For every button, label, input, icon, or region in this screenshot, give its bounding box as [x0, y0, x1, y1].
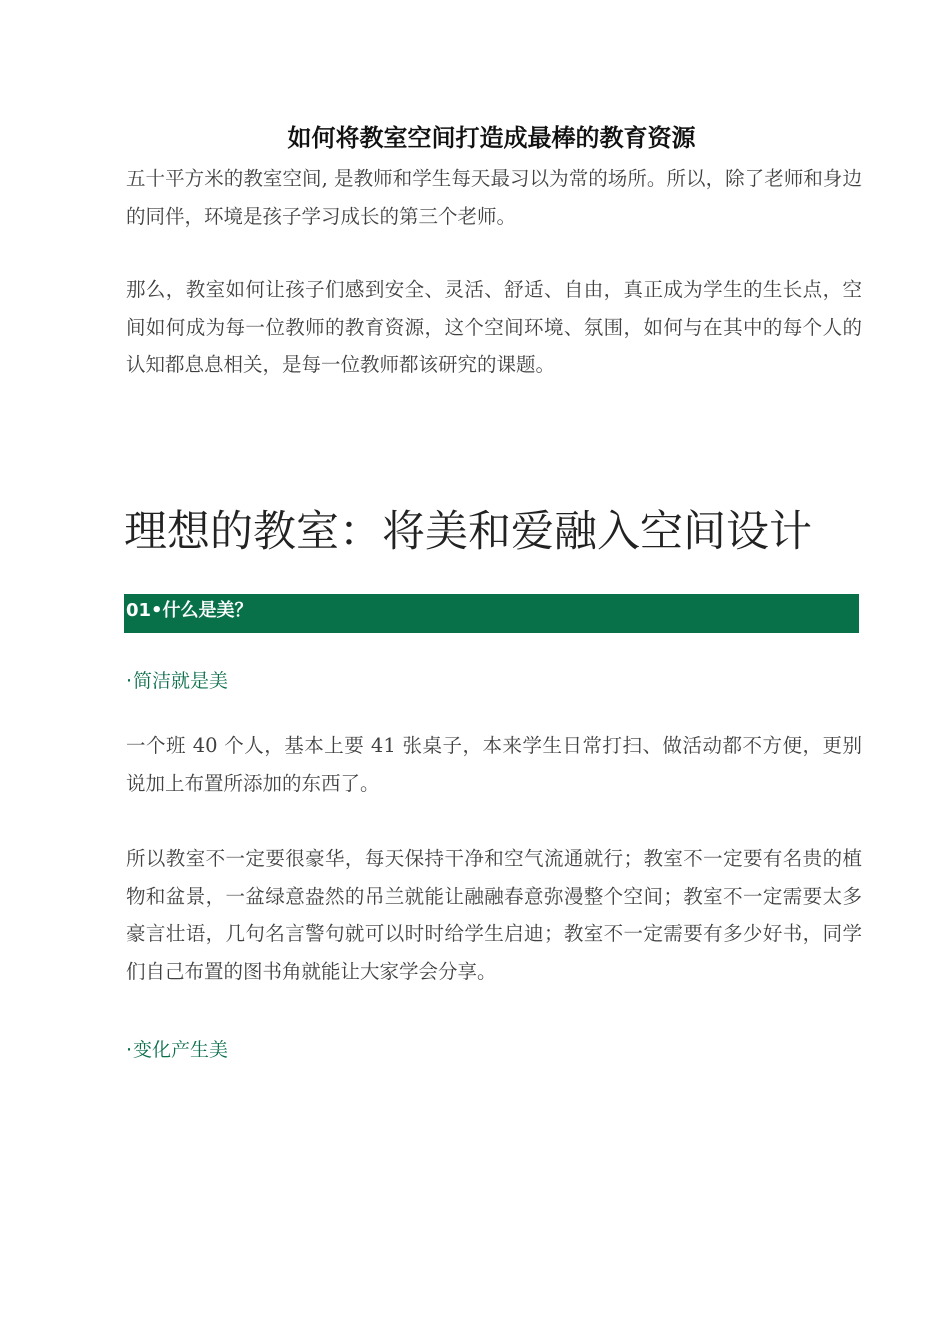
bullet-dot: ·	[126, 1039, 133, 1061]
subsection-heading-change	[126, 1036, 228, 1064]
section-heading: 理想的教室：将美和爱融入空间设计	[124, 507, 812, 557]
body-paragraph-1: 一个班 40 个人，基本上要 41 张桌子，本来学生日常打扫、做活动都不方便，更别说加上布置所添加的东西了。	[126, 734, 862, 795]
subsection-heading-label: 简洁就是美	[133, 670, 229, 692]
subsection-heading-simplicity	[126, 667, 228, 695]
body-paragraph-2: 所以教室不一定要很豪华，每天保持干净和空气流通就行；教室不一定要有名贵的植物和盆景，一盆绿意盎然的吊兰就能让融融春意弥漫整个空间；教室不一定需要太多豪言壮语，几句名言警句就可以时时给学生启迪；教室不一定需要有多少好书，同学们自己布置的图书角就能让大家学会分享。	[126, 847, 862, 983]
document-title: 如何将教室空间打造成最棒的教育资源	[287, 124, 696, 152]
bullet-dot: ·	[126, 670, 133, 692]
section-bar	[124, 594, 859, 633]
section-bar-label: 01•什么是美？	[126, 600, 253, 621]
subsection-heading-label: 变化产生美	[133, 1039, 229, 1061]
intro-paragraph-2: 那么，教室如何让孩子们感到安全、灵活、舒适、自由，真正成为学生的生长点，空间如何成为每一位教师的教育资源，这个空间环境、氛围，如何与在其中的每个人的认知都息息相关，是每一位教师都该研究的课题。	[126, 278, 862, 376]
intro-paragraph-1: 五十平方米的教室空间, 是教师和学生每天最习以为常的场所。所以，除了老师和身边的同伴，环境是孩子学习成长的第三个老师。	[126, 167, 862, 228]
